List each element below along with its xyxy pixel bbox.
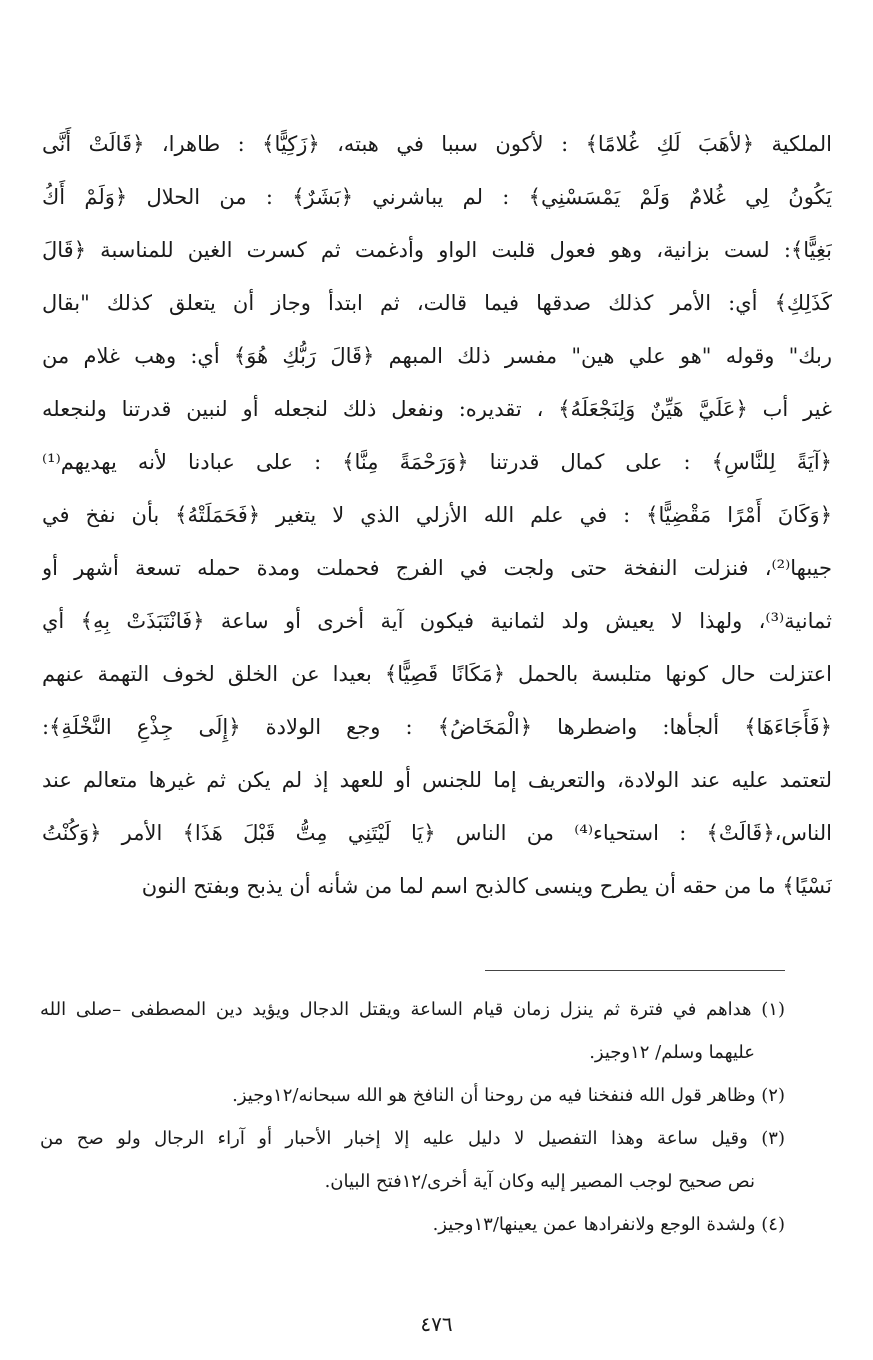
text-line: نَسْيًا﴾ ما من حقه أن يطرح وينسى كالذبح اسم لما من شأنه أن يذبح وبفتح النون	[141, 874, 832, 898]
main-text	[42, 118, 832, 913]
text-line: جيبها⁽²⁾، فنزلت النفخة حتى ولجت في الفرج فحملت ومدة حمله تسعة أشهر أو	[42, 556, 832, 580]
text-line: اعتزلت حال كونها متلبسة بالحمل ﴿مَكَانًا قَصِيًّا﴾ بعيدا عن الخلق لخوف التهمة عنهم	[42, 662, 832, 686]
footnote-2	[40, 1074, 785, 1117]
text-line: كَذَلِكِ﴾ أي: الأمر كذلك صدقها فيما قالت، ثم ابتدأ وجاز أن يتعلق كذلك "بقال	[42, 291, 832, 315]
footnote-3	[40, 1117, 785, 1203]
footnote-line: (٤) ولشدة الوجع ولانفرادها عمن يعينها/١٣وجيز.	[432, 1214, 785, 1235]
text-line: الملكية ﴿لأهَبَ لَكِ غُلامًا﴾ : لأكون سببا في هبته، ﴿زَكِيًّا﴾ : طاهرا، ﴿قَالَتْ أَنَّى	[42, 132, 832, 156]
text-line: يَكُونُ لِي غُلامٌ وَلَمْ يَمْسَسْنِي﴾ : لم يباشرني ﴿بَشَرٌ﴾ : من الحلال ﴿وَلَمْ أَكُ	[42, 185, 832, 209]
footnote-line: (٣) وقيل ساعة وهذا التفصيل لا دليل عليه إلا إخبار الأحبار أو آراء الرجال ولو صح من	[40, 1128, 785, 1149]
footnote-1	[40, 988, 785, 1074]
text-line: ربك" وقوله "هو علي هين" مفسر ذلك المبهم ﴿قَالَ رَبُّكِ هُوَ﴾ أي: وهب غلام من	[42, 344, 832, 368]
page-number: ٤٧٦	[420, 1312, 453, 1336]
text-line: ﴿وَكَانَ أَمْرًا مَقْضِيًّا﴾ : في علم الله الأزلي الذي لا يتغير ﴿فَحَمَلَتْهُ﴾ بأن نفخ في	[42, 503, 832, 527]
footnote-divider	[485, 970, 785, 971]
text-line: لتعتمد عليه عند الولادة، والتعريف إما للجنس أو للعهد إذ لم يكن ثم غيرها متعالم عند	[42, 768, 832, 792]
footnote-line: عليهما وسلم/ ١٢وجيز.	[589, 1042, 755, 1063]
footnote-line: (١) هداهم في فترة ثم ينزل زمان قيام الساعة ويقتل الدجال ويؤيد دين المصطفى –صلى الله	[40, 999, 785, 1020]
text-line: الناس،﴿قَالَتْ﴾ : استحياء⁽⁴⁾ من الناس ﴿يَا لَيْتَنِي مِتُّ قَبْلَ هَذَا﴾ الأمر ﴿وَكُنْتُ	[42, 821, 832, 845]
text-line: ثمانية⁽³⁾، ولهذا لا يعيش ولد لثمانية فيكون آية أخرى أو ساعة ﴿فَانْتَبَذَتْ بِهِ﴾ أي	[42, 609, 832, 633]
text-line: غير أب ﴿عَلَيَّ هَيِّنٌ وَلِنَجْعَلَهُ﴾ ، تقديره: ونفعل ذلك لنجعله أو لنبين قدرتنا ولنجعله	[42, 397, 832, 421]
text-line: بَغِيًّا﴾: لست بزانية، وهو فعول قلبت الواو وأدغمت ثم كسرت الغين للمناسبة ﴿قَالَ	[42, 238, 832, 262]
footnote-4	[40, 1203, 785, 1246]
text-line: ﴿آيَةً لِلنَّاسِ﴾ : على كمال قدرتنا ﴿وَرَحْمَةً مِنَّا﴾ : على عبادنا لأنه يهديهم⁽¹⁾	[42, 450, 832, 474]
footnote-line: نص صحيح لوجب المصير إليه وكان آية أخرى/١٢فتح البيان.	[324, 1171, 755, 1192]
footnotes	[40, 988, 785, 1246]
footnote-line: (٢) وظاهر قول الله فنفخنا فيه من روحنا أن النافخ هو الله سبحانه/١٢وجيز.	[232, 1085, 785, 1106]
text-line: ﴿فَأَجَاءَهَا﴾ ألجأها: واضطرها ﴿الْمَخَاضُ﴾ : وجع الولادة ﴿إِلَى جِذْعِ النَّخْلَةِ﴾:	[42, 715, 832, 739]
